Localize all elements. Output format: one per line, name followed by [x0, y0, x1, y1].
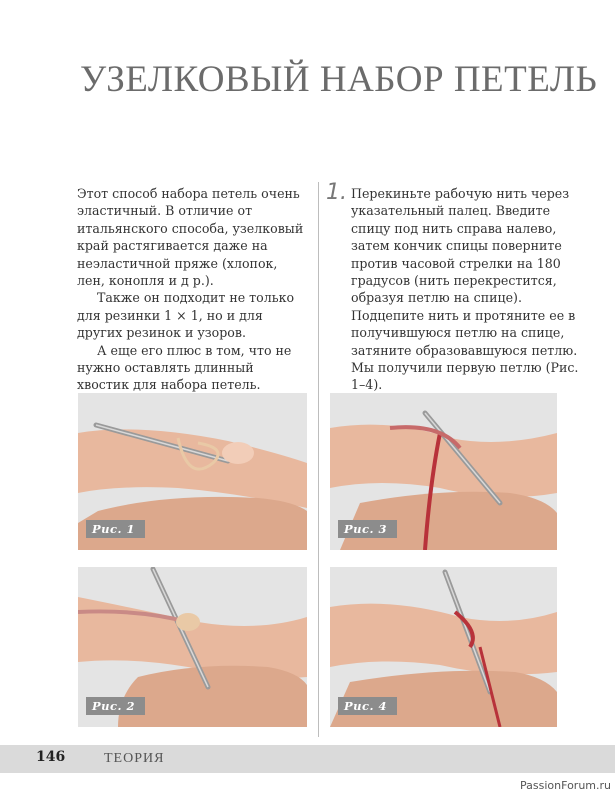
page-footer [0, 745, 615, 773]
figure-3-caption: Рис. 3 [338, 520, 397, 538]
section-name: ТЕОРИЯ [104, 751, 165, 766]
intro-text [77, 185, 307, 394]
step-instructions [351, 185, 581, 394]
step-text: Перекиньте рабочую нить через указательный палец. Введите спицу под нить справа налево, затем кончик спицы поверните против часовой стрелки на 180 градусов (нить перекрестится, образуя петлю на спице). Подцепите нить и протяните ее в получившуюся петлю на спице, затяните образовавшуюся петлю. Мы получили первую петлю (Рис. 1–4). [351, 186, 579, 393]
intro-paragraph-2: Также он подходит не только для резинки 1 × 1, но и для других резинок и узоров. [77, 290, 295, 341]
intro-paragraph-3: А еще его плюс в том, что не нужно оставлять длинный хвостик для набора петель. [77, 342, 292, 393]
intro-paragraph-1: Этот способ набора петель очень эластичный. В отличие от итальянского способа, узелковый край растягивается даже на неэластичной пряже (хлопок, лен, конопля и д р.). [77, 186, 304, 289]
step-number: 1. [326, 180, 347, 205]
column-divider [318, 182, 319, 737]
figure-2-caption: Рис. 2 [86, 697, 145, 715]
figure-1-photo [78, 393, 307, 550]
page-number: 146 [36, 749, 66, 765]
figure-3-photo [330, 393, 557, 550]
page-title: УЗЕЛКОВЫЙ НАБОР ПЕТЕЛЬ [80, 59, 598, 100]
figure-4-photo [330, 567, 557, 727]
figure-2-photo [78, 567, 307, 727]
figure-4-caption: Рис. 4 [338, 697, 397, 715]
figure-1-caption: Рис. 1 [86, 520, 145, 538]
watermark: PassionForum.ru [520, 779, 611, 792]
